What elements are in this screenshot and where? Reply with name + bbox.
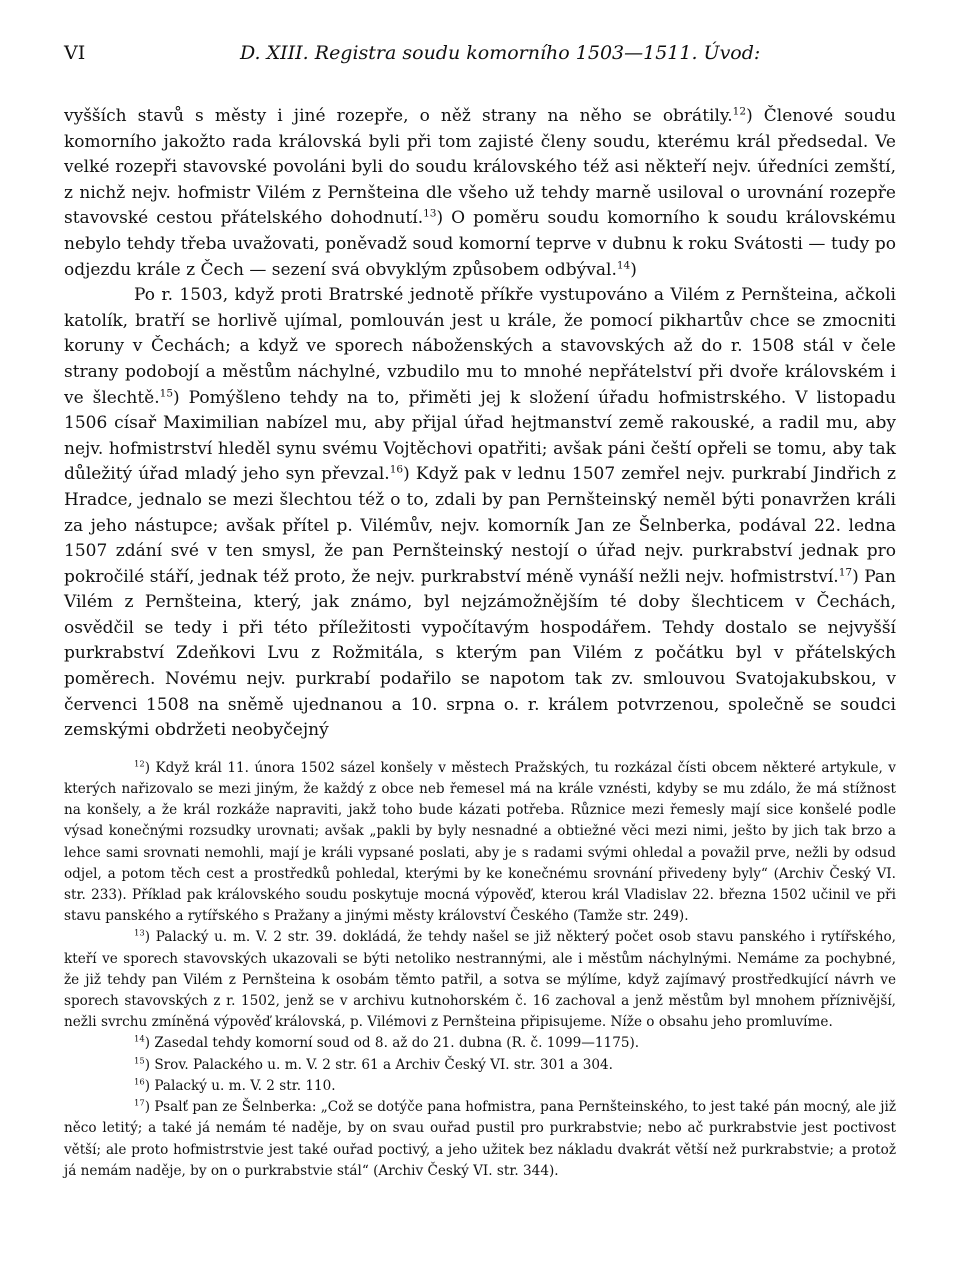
page-number: VI — [64, 42, 86, 64]
paragraph: Po r. 1503, když proti Bratrské jednotě příkře vystupováno a Vilém z Pernšteina, ačkoli katolík, bratří se horlivě ujímal, pomlouván jest u krále, že pomocí pikhartův chce se zmocniti koruny v Čechách; a když ve sporech náboženských a stavovských až do r. 1508 stál v čele strany podobojí a městům náchylné, vzbudilo mu to mnohé nepřátelství při dvoře královském i ve šlechtě.$^{15}$) Pomýšleno tehdy na to, přiměti jej k složení úřadu hofmistrského. V listopadu 1506 císař Maximilian nabízel mu, aby přijal úřad hejtmanství země rakouské, a radil mu, aby nejv. hofmistrství hleděl synu svému Vojtěchovi opatřiti; avšak páni čeští opřeli se tomu, aby tak důležitý úřad mladý jeho syn převzal.$^{16}$) Když pak v lednu 1507 zemřel nejv. purkrabí Jindřich z Hradce, jednalo se mezi šlechtou též o to, zdali by pan Pernšteinský neměl býti ponavržen králi za jeho nástupce; avšak přítel p. Vilémův, nejv. komorník Jan ze Šelnberka, podával 22. ledna 1507 zdání své v ten smysl, že pan Pernšteinský nestojí o úřad nejv. purkrabství jednak pro pokročilé stáří, jednak též proto, že nejv. purkrabství méně vynáší nežli nejv. hofmistrství.$^{17}$) Pan Vilém z Pernšteina, který, jak známo, byl nejzámožnějším té doby šlechticem v Čechách, osvědčil se tedy i při této příležitosti vypočítavým hospodářem. Tehdy dostalo se nejvyšší purkrabství Zdeňkovi Lvu z Rožmitála, s kterým pan Vilém z počátku byl v přátelských poměrech. Novému nejv. purkrabí podařilo se napotom tak zv. smlouvou Svatojakubskou, v červenci 1508 na sněmě ujednanou a 10. srpna o. r. králem potvrzenou, společně se soudci zemskými obdržeti neobyčejný — [64, 285, 896, 741]
footnote: $^{15}$) Srov. Palackého u. m. V. 2 str. 61 a Archiv Český VI. str. 301 a 304. — [134, 1055, 613, 1073]
footnote-number: 15 — [134, 1055, 145, 1066]
footnote-ref[interactable]: 14 — [616, 258, 631, 271]
paragraph: vyšších stavů s městy i jiné rozepře, o něž strany na něho se obrátily.$^{12}$) Členové soudu komorního jakožto rada královská byli při tom zajisté členy soudu, kterému král předsedal. Ve velké rozepři stavovské povoláni byli do soudu královského též asi někteří nejv. úředníci zemští, z nichž nejv. hofmistr Vilém z Pernšteina dle všeho už tehdy marně usiloval o urovnání rozepře stavovské cestou přátelského dohodnutí.$^{13}$) O poměru soudu komorního k soudu královskému nebylo tehdy třeba uvažovati, poněvadž soud komorní teprve v dubnu k roku Svátosti — tudy po odjezdu krále z Čech — sezení svá obvyklým způsobem odbýval.$^{14}$) — [64, 105, 896, 280]
footnote-ref[interactable]: 12 — [732, 105, 747, 118]
footnote: $^{12}$) Když král 11. února 1502 sázel konšely v městech Pražských, tu rozkázal čísti obcem některé artykule, v kterých nařizovalo se mezi jiným, že každý z obce neb řemesel má na krále vznésti, kdyby se mu zdálo, že má stížnost na konšely, a že král rozkáže napraviti, jakž toho bude kázati potřeba. Různice mezi řemesly mají sice konšelé podle výsad konečnými rozsudky urovnati; avšak „pakli by byly nesnadné a obtiežné věci mezi nimi, ješto by jich tak brzo a lehce sami srovnati nemohli, mají je králi vypsané poslati, aby je s radami svými ohledal a považil prve, nežli by odsud odjel, a potom těch cest a prostředků pohledal, kterými by ke konečnému srovnání přivedeny byly“ (Archiv Český VI. str. 233). Příklad pak královského soudu poskytuje mocná výpověď, kterou král Vladislav 22. března 1502 učinil ve při stavu panského a rytířského s Pražany a jinými městy království Českého (Tamže str. 249). — [64, 758, 896, 925]
footnote: $^{13}$) Palacký u. m. V. 2 str. 39. dokládá, že tehdy našel se již některý počet osob stavu panského i rytířského, kteří ve sporech stavovských ukazovali se býti netoliko nestrannými, ale i městům náchylnými. Nemáme za pochybné, že již tehdy pan Vilém z Pernšteina k osobám těmto patřil, a sotva se mýlíme, když zajímavý prostředkující návrh ve sporech stavovských z r. 1502, jenž se v archivu kutnohorském č. 16 zachoval a jenž městům byl mnohem příznivější, nežli svrchu zmíněná výpověď královská, p. Vilémovi z Pernšteina připisujeme. Níže o obsahu jeho promluvíme. — [64, 927, 896, 1031]
footnote-number: 14 — [134, 1033, 145, 1044]
running-title: D. XIII. Registra soudu komorního 1503—1511. Úvod: — [240, 42, 761, 64]
footnote-number: 17 — [134, 1097, 145, 1108]
page-header — [64, 42, 896, 80]
footnote-ref[interactable]: 17 — [838, 566, 853, 579]
main-text — [64, 104, 896, 744]
footnote-number: 13 — [134, 927, 145, 938]
footnote-number: 16 — [134, 1076, 145, 1087]
footnote-number: 12 — [134, 758, 145, 769]
footnote: $^{16}$) Palacký u. m. V. 2 str. 110. — [134, 1076, 336, 1094]
footnote-ref[interactable]: 15 — [159, 386, 174, 399]
footnotes — [64, 758, 896, 1182]
footnote-ref[interactable]: 13 — [423, 207, 437, 220]
footnote: $^{17}$) Psalť pan ze Šelnberka: „Což se dotýče pana hofmistra, pana Pernšteinského, to jest také pán mocný, ale již něco letitý; a také já nemám té naděje, by on svau ouřad pustil pro purkrabstvie; nebo ač purkrabstvie jest poctivost větší; ale proto hofmistrstvie jest také ouřad poctivý, a jeho užitek bez nákladu dvakrát větší než purkrabstvie; a protož já nemám naděje, by on o purkrabstvie stál“ (Archiv Český VI. str. 344). — [64, 1097, 896, 1179]
footnote: $^{14}$) Zasedal tehdy komorní soud od 8. až do 21. dubna (R. č. 1099—1175). — [134, 1033, 640, 1052]
footnote-ref[interactable]: 16 — [389, 463, 404, 476]
